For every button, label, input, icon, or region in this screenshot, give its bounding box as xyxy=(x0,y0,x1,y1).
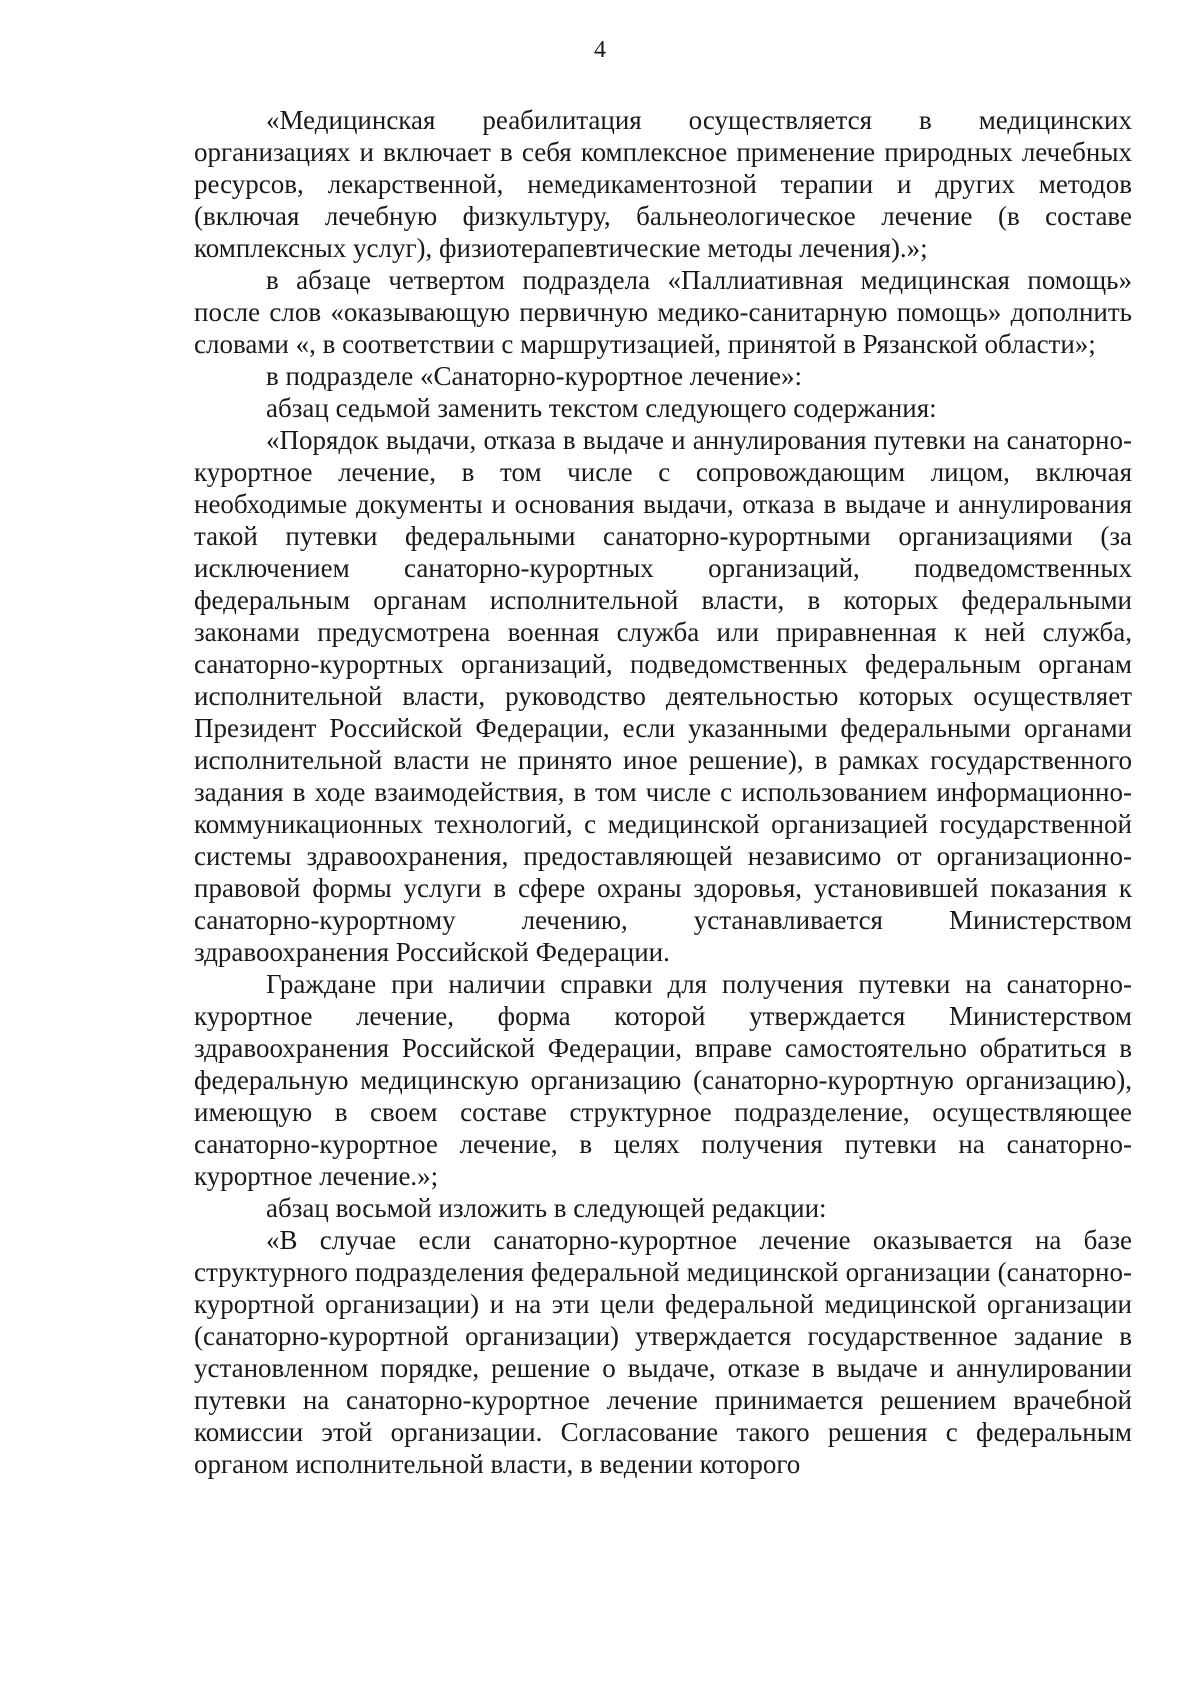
paragraph-seventh-replace: абзац седьмой заменить текстом следующего содержания: xyxy=(266,393,937,423)
paragraph-citizens-certificate: Граждане при наличии справки для получения путевки на санаторно-курортное лечение, форма которой утверждается Министерством здравоохранения Российской Федерации, вправе самостоятельно обратиться в федеральную медицинскую организацию (санаторно-курортную организацию), имеющую в своем составе структурное подразделение, осуществляющее санаторно-курортное лечение, в целях получения путевки на санаторно-курортное лечение.»; xyxy=(194,969,1132,1191)
page-number: 4 xyxy=(594,37,606,63)
paragraph-medical-rehabilitation: «Медицинская реабилитация осуществляется в медицинских организациях и включает в себя комплексное применение природных лечебных ресурсов, лекарственной, немедикаментозной терапии и других методов (включая лечебную физкультуру, бальнеологическое лечение (в составе комплексных услуг), физиотерапевтические методы лечения).»; xyxy=(194,105,1132,263)
paragraph-voucher-procedure: «Порядок выдачи, отказа в выдаче и аннулирования путевки на санаторно-курортное лечение, в том числе с сопровождающим лицом, включая необходимые документы и основания выдачи, отказа в выдаче и аннулирования такой путевки федеральными санаторно-курортными организациями (за исключением санаторно-курортных организаций, подведомственных федеральным органам исполнительной власти, в которых федеральными законами предусмотрена военная служба или приравненная к ней служба, санаторно-курортных организаций, подведомственных федеральным органам исполнительной власти, руководство деятельностью которых осуществляет Президент Российской Федерации, если указанными федеральными органами исполнительной власти не принято иное решение), в рамках государственного задания в ходе взаимодействия, в том числе с использованием информационно-коммуникационных технологий, с медицинской организацией государственной системы здравоохранения, предоставляющей независимо от организационно-правовой формы услуги в сфере охраны здоровья, установившей показания к санаторно-курортному лечению, устанавливается Министерством здравоохранения Российской Федерации. xyxy=(194,425,1132,967)
paragraph-sanatorium-subsection: в подразделе «Санаторно-курортное лечение»: xyxy=(266,361,803,391)
paragraph-structural-unit: «В случае если санаторно-курортное лечение оказывается на базе структурного подразделения федеральной медицинской организации (санаторно-курортной организации) и на эти цели федеральной медицинской организации (санаторно-курортной организации) утверждается государственное задание в установленном порядке, решение о выдаче, отказе в выдаче и аннулировании путевки на санаторно-курортное лечение принимается решением врачебной комиссии этой организации. Согласование такого решения с федеральным органом исполнительной власти, в ведении которого xyxy=(194,1225,1132,1479)
paragraph-palliative-care: в абзаце четвертом подраздела «Паллиативная медицинская помощь» после слов «оказывающую первичную медико-санитарную помощь» дополнить словами «, в соответствии с маршрутизацией, принятой в Рязанской области»; xyxy=(194,265,1132,359)
document-body xyxy=(194,104,1132,1480)
paragraph-eighth-revise: абзац восьмой изложить в следующей редакции: xyxy=(266,1193,827,1223)
